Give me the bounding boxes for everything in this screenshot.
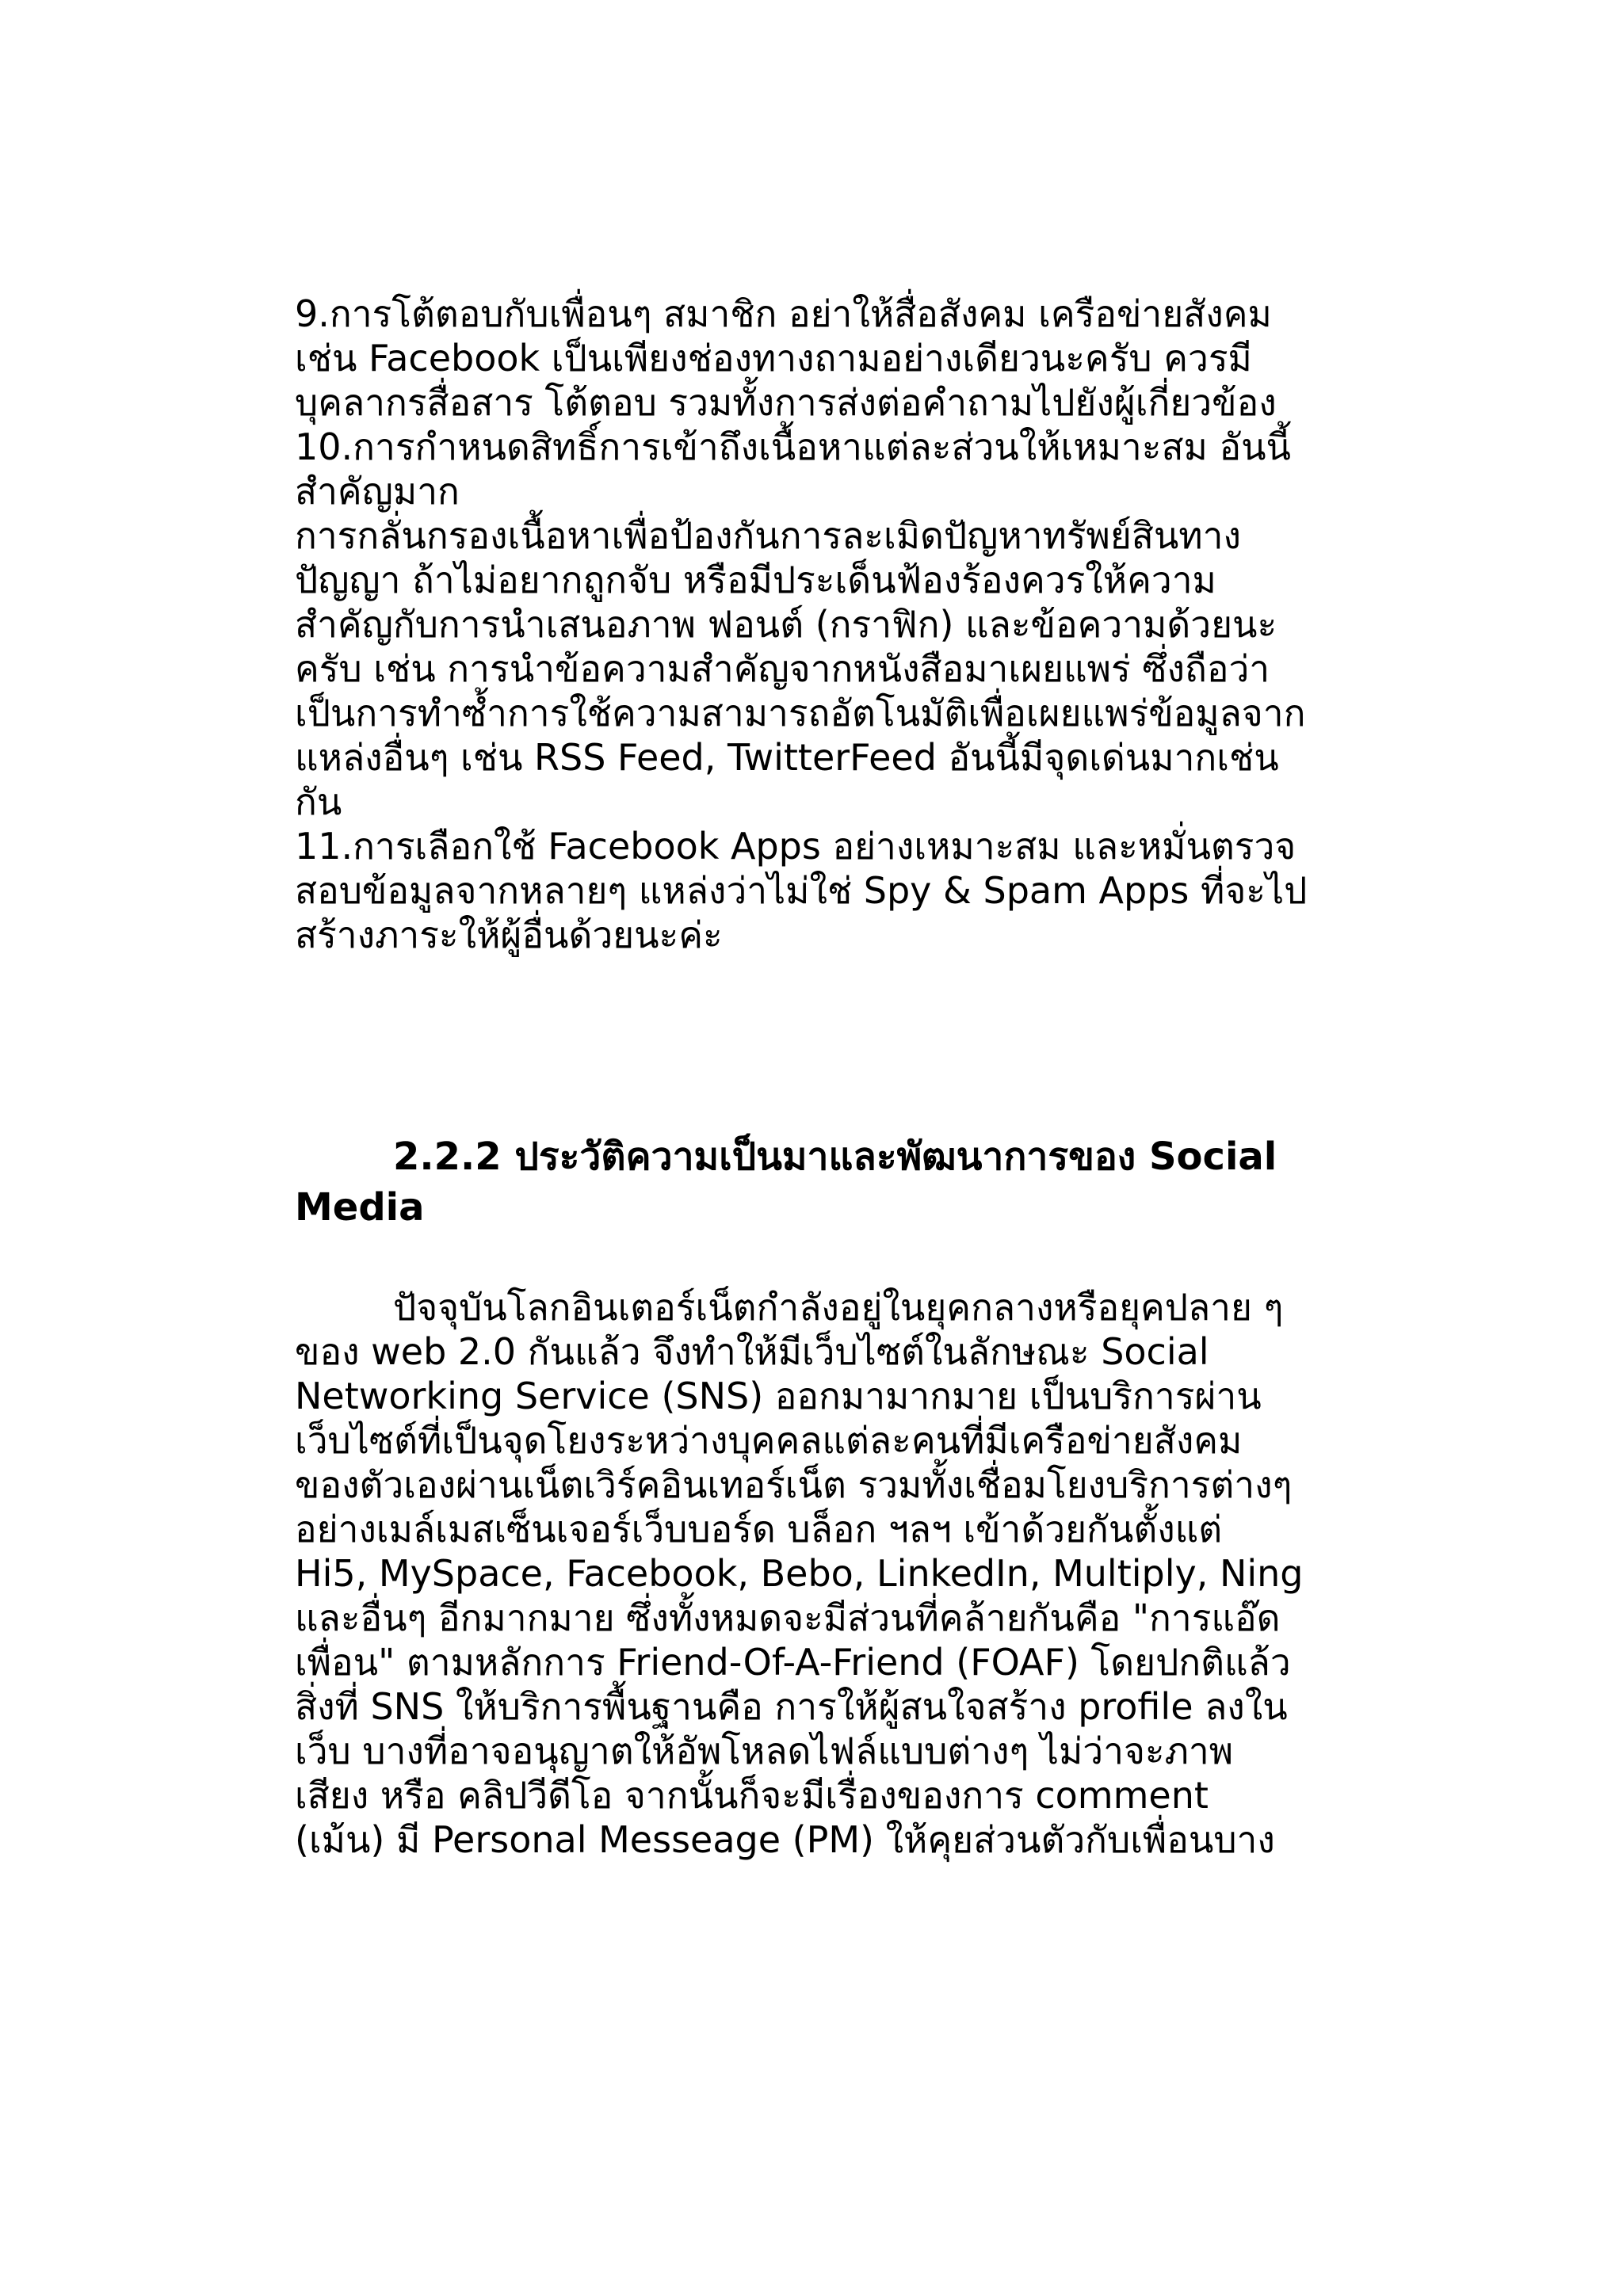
text-line: สิ่งที่ SNS ให้บริการพื้นฐานคือ การให้ผู้สนใจสร้าง profile ลงใน [295,1685,1288,1728]
list-section [295,292,1444,957]
text-line: 9.การโต้ตอบกับเพื่อนๆ สมาชิก อย่าให้สื่อสังคม เครือข่ายสังคม [295,292,1272,335]
text-line: การกลั่นกรองเนื้อหาเพื่อป้องกันการละเมิดปัญหาทรัพย์สินทาง [295,514,1241,557]
text-line: อย่างเมล์เมสเซ็นเจอร์เว็บบอร์ด บล็อก ฯลฯ เข้าด้วยกันตั้งแต่ [295,1508,1223,1550]
text-line: แหล่งอื่นๆ เช่น RSS Feed, TwitterFeed อันนี้มีจุดเด่นมากเช่น [295,736,1279,779]
text-line: ปัจจุบันโลกอินเตอร์เน็ตกำลังอยู่ในยุคกลางหรือยุคปลาย ๆ [393,1286,1284,1329]
section-heading [295,1131,1444,1233]
text-line: สำคัญกับการนำเสนอภาพ ฟอนต์ (กราฟิก) และข้อความด้วยนะ [295,603,1277,646]
text-line: (เม้น) มี Personal Messeage (PM) ให้คุยส่วนตัวกับเพื่อนบาง [295,1818,1275,1861]
text-line: เว็บ บางที่อาจอนุญาตให้อัพโหลดไฟล์แบบต่างๆ ไม่ว่าจะภาพ [295,1730,1234,1772]
text-line: สอบข้อมูลจากหลายๆ แหล่งว่าไม่ใช่ Spy & Spam Apps ที่จะไป [295,869,1308,912]
text-line: บุคลากรสื่อสาร โต้ตอบ รวมทั้งการส่งต่อคำถามไปยังผู้เกี่ยวข้อง [295,381,1277,424]
text-line: 10.การกำหนดสิทธิ์การเข้าถึงเนื้อหาแต่ละส่วนให้เหมาะสม อันนี้ [295,425,1291,468]
text-line: ปัญญา ถ้าไม่อยากถูกจับ หรือมีประเด็นฟ้องร้องควรให้ความ [295,559,1216,601]
text-line: Hi5, MySpace, Facebook, Bebo, LinkedIn, Multiply, Ning [295,1552,1304,1595]
text-line: 11.การเลือกใช้ Facebook Apps อย่างเหมาะสม และหมั่นตรวจ [295,825,1296,868]
text-line: Networking Service (SNS) ออกมามากมาย เป็นบริการผ่าน [295,1375,1262,1417]
text-line: สร้างภาระให้ผู้อื่นด้วยนะค่ะ [295,913,723,956]
body-paragraph [295,1285,1444,1862]
section-heading-line: Media [295,1185,425,1230]
text-line: เสียง หรือ คลิปวีดีโอ จากนั้นก็จะมีเรื่องของการ comment [295,1774,1209,1817]
text-line: เว็บไซต์ที่เป็นจุดโยงระหว่างบุคคลแต่ละคนที่มีเครือข่ายสังคม [295,1419,1243,1462]
text-line: กัน [295,780,342,823]
text-line: ของตัวเองผ่านเน็ตเวิร์คอินเทอร์เน็ต รวมทั้งเชื่อมโยงบริการต่างๆ [295,1463,1293,1506]
text-line: เช่น Facebook เป็นเพียงช่องทางถามอย่างเดียวนะครับ ควรมี [295,337,1252,379]
text-line: เพื่อน" ตามหลักการ Friend-Of-A-Friend (FOAF) โดยปกติแล้ว [295,1641,1291,1684]
text-line: ของ web 2.0 กันแล้ว จึงทำให้มีเว็บไซต์ในลักษณะ Social [295,1330,1209,1373]
text-line: และอื่นๆ อีกมากมาย ซึ่งทั้งหมดจะมีส่วนที่คล้ายกันคือ "การแอ๊ด [295,1596,1281,1639]
document-page [295,292,1444,1862]
text-line: ครับ เช่น การนำข้อความสำคัญจากหนังสือมาเผยแพร่ ซึ่งถือว่า [295,647,1270,690]
text-line: เป็นการทำซ้ำการใช้ความสามารถอัตโนมัติเพื่อเผยแพร่ข้อมูลจาก [295,692,1306,734]
section-heading-line: 2.2.2 ประวัติความเป็นมาและพัฒนาการของ Social [393,1135,1277,1179]
text-line: สำคัญมาก [295,470,460,513]
